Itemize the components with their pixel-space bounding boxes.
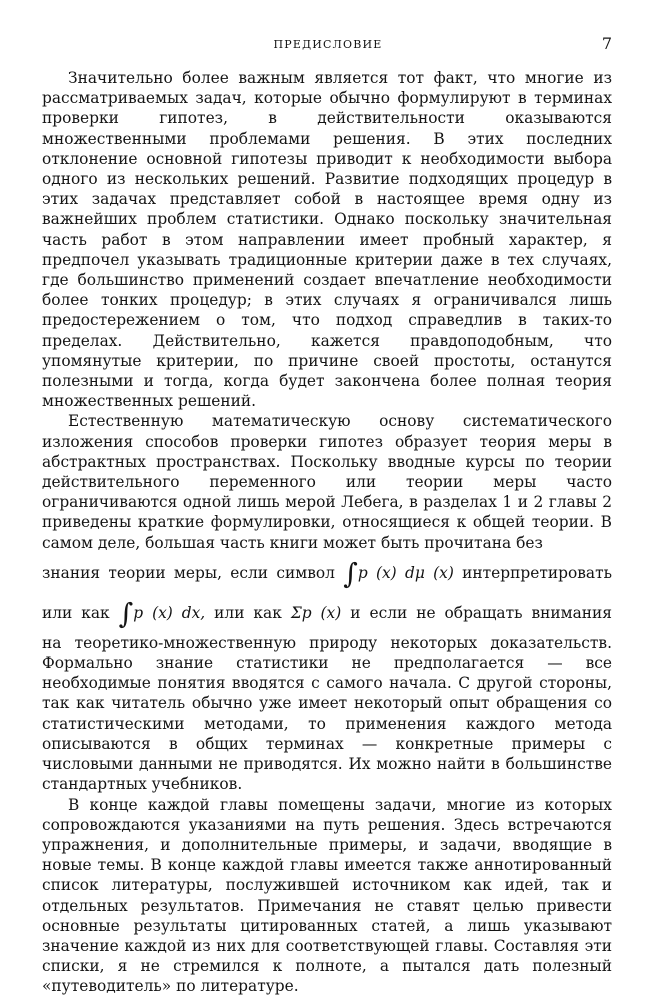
formula-line-2-middle: или как [214, 603, 282, 622]
paragraph-3: В конце каждой главы помещены задачи, многие из которых сопровождаются указаниями на путь решения. Здесь встречаются упражнения, и дополнительные примеры, и задачи, вводящие в новые темы. В конце каждой главы имеется также аннотированный список литературы, послужившей источником как идей, так и отдельных результатов. Примечания не ставят целью привести основные результаты цитированных статей, а лишь указывают значение каждой из них для соответствующей главы. Составляя эти списки, я не стремился к полноте, а пытался дать полезный «путеводитель» по литературе. [42, 795, 612, 996]
integral-p-dmu [343, 556, 454, 590]
paragraph-2-start: Естественную математическую основу систематического изложения способов проверки гипотез образует теория меры в абстрактных пространствах. Поскольку вводные курсы по теории действительного переменного или теории меры часто ограничиваются одной лишь мерой Лебега, в разделах 1 и 2 главы 2 приведены краткие формулировки, относящиеся к общей теории. В самом деле, большая часть книги может быть прочитана без [42, 412, 612, 552]
body-text [42, 68, 612, 997]
page-number: 7 [601, 34, 612, 53]
formula-line-1-after: интерпретировать [462, 563, 612, 582]
running-title: ПРЕДИСЛОВИЕ [273, 38, 383, 51]
integral-p-dmu-expression: p (x) dμ (x) [357, 563, 454, 582]
paragraph-2-end: на теоретико-множественную природу некоторых доказательств. Формально знание статистики не предполагается — все необходимые понятия вводятся с самого начала. С другой стороны, так как читатель обычно уже имеет некоторый опыт обращения со статистическими методами, то применения каждого метода описываются в общих терминах — конкретные примеры с числовыми данными не приводятся. Их можно найти в большинстве стандартных учебников. [42, 633, 612, 794]
formula-line-1 [42, 553, 612, 593]
formula-line-2 [42, 593, 612, 633]
integral-p-dx-expression: p (x) dx, [133, 603, 206, 622]
formula-line-2-after: и если не обращать внимания [350, 603, 612, 622]
formula-line-1-before: знания теории меры, если символ [42, 563, 335, 582]
sum-p-x: Σp (x) [290, 603, 342, 622]
integral-sign-icon: ∫ [118, 596, 134, 630]
paragraph-1: Значительно более важным является тот факт, что многие из рассматриваемых задач, которые обычно формулируют в терминах проверки гипотез, в действительности оказываются множественными проблемами решения. В этих последних отклонение основной гипотезы приводит к необходимости выбора одного из нескольких решений. Развитие подходящих процедур в этих задачах представляет собой в настоящее время одну из важнейших проблем статистики. Однако поскольку значительная часть работ в этом направлении имеет пробный характер, я предпочел указывать традиционные критерии даже в тех случаях, где большинство применений создает впечатление необходимости более тонких процедур; в этих случаях я ограничивался лишь предостережением о том, что подход справедлив в таких-то пределах. Действительно, кажется правдоподобным, что упомянутые критерии, по причине своей простоты, останутся полезными и тогда, когда будет закончена более полная теория множественных решений. [42, 69, 612, 411]
formula-line-2-before: или как [42, 603, 110, 622]
integral-p-dx [118, 596, 206, 630]
integral-sign-icon: ∫ [343, 556, 358, 590]
running-head [44, 34, 612, 54]
